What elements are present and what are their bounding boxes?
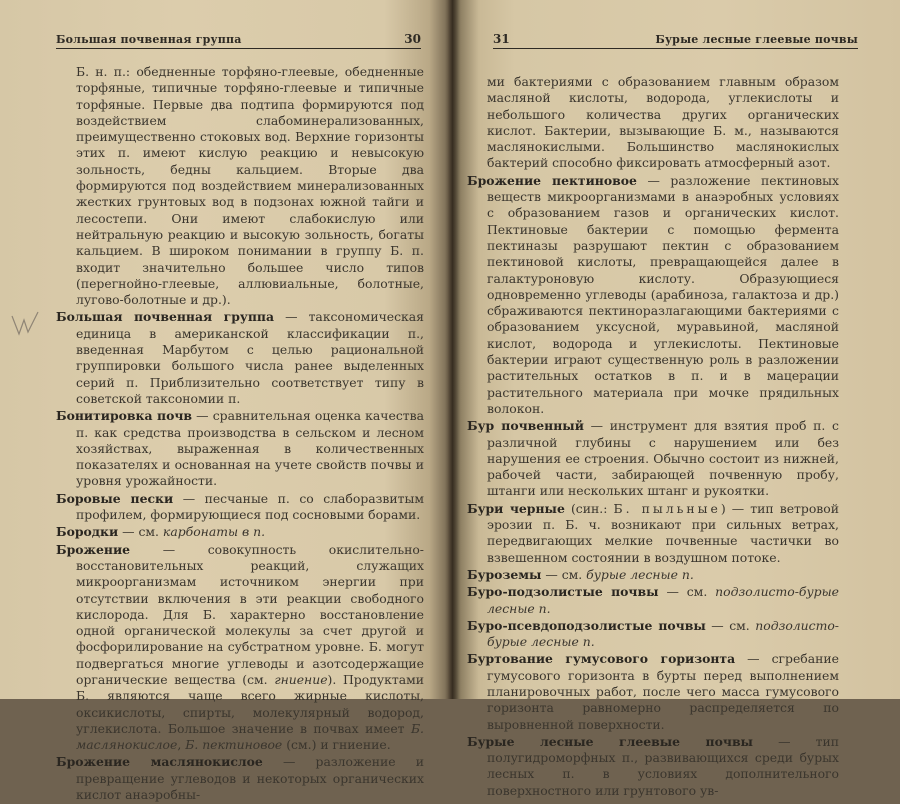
- entry-text: — см.: [658, 584, 716, 600]
- entry-term: Брожение пектиновое: [467, 172, 637, 188]
- entry-term: Брожение: [56, 541, 131, 557]
- cross-reference: бурые лесные п.: [586, 566, 694, 582]
- dictionary-entry: [467, 74, 839, 172]
- synonym-spaced: Б. пыльные: [613, 500, 721, 516]
- entry-text: — таксономическая единица в американской классификации п., введенная Марбутом с целью рациональной группировки большого числа ранее выделенных серий п. Приблизительно соответствует типу в советской таксономии п.: [76, 309, 424, 406]
- pencil-checkmark-annotation-icon: [10, 310, 46, 338]
- entry-term: Бур почвенный: [467, 418, 584, 434]
- running-head-title: Большая почвенная группа: [56, 33, 242, 46]
- page-number: 30: [404, 32, 421, 46]
- entry-text: (см.) и гниение.: [282, 737, 391, 753]
- dictionary-entry: [56, 309, 424, 407]
- dictionary-entry: [467, 651, 839, 732]
- dictionary-entry: [467, 584, 839, 617]
- entry-term: Боровые пески: [56, 490, 174, 506]
- entry-term: Буртование гумусового горизонта: [467, 651, 736, 667]
- page-number: 31: [493, 32, 510, 46]
- cross-reference: гниение: [274, 671, 328, 687]
- entry-text: ) — тип ветровой эрозии п. Б. ч. возникают при сильных ветрах, передвигающих мелкие почвенные частички во взвешенном состоянии в воздушном потоке.: [487, 500, 839, 565]
- left-running-head: [56, 31, 421, 49]
- entry-term: Бонитировка почв: [56, 408, 193, 424]
- cross-reference: Б. пектиновое: [185, 737, 283, 753]
- dictionary-entry: [56, 524, 424, 540]
- entry-text: — см.: [118, 524, 163, 540]
- entry-text: — сгребание гумусового горизонта в бурты перед выполнением планировочных работ, после чего масса гумусового горизонта равномерно распределяется по выровненной поверхности.: [487, 651, 839, 732]
- dictionary-entry: [56, 491, 424, 524]
- entry-term: Бурые лесные глеевые почвы: [467, 733, 753, 749]
- dictionary-entry: [56, 64, 424, 308]
- dictionary-entry: [56, 408, 424, 489]
- entry-text: ми бактериями с образованием главным образом масляной кислоты, водорода, углекислоты и небольшого количества других органических кислот. Бактерии, вызывающие Б. м., называются маслянокислыми. Большинство маслянокислых бактерий способно фиксировать атмосферный азот.: [487, 74, 839, 171]
- dictionary-entry: [56, 542, 424, 754]
- dictionary-entry: [467, 418, 839, 499]
- dictionary-entry: [467, 173, 839, 417]
- entry-term: Буроземы: [467, 566, 542, 582]
- entry-text: — песчаные п. со слаборазвитым профилем, формирующиеся под сосновыми борами.: [76, 490, 424, 523]
- entry-term: Бородки: [56, 524, 119, 540]
- entry-term: Большая почвенная группа: [56, 309, 274, 325]
- entry-text: — разложение и превращение углеводов и некоторых органических кислот анаэробны-: [76, 754, 424, 803]
- entry-text: Б. н. п.: обедненные торфяно-глеевые, обедненные торфяные, типичные торфяно-глеевые и типичные торфяные. Первые два подтипа формируются под воздействием слабоминерализованных, преимущественно стоковых вод. Верхние горизонты этих п. имеют кислую реакцию и невысокую зольность, бедны кальцием. Вторые два формируются под воздействием минерализованных жестких грунтовых вод в подзонах южной тайги и лесостепи. Они имеют слабокислую или нейтральную реакцию и высокую зольность, богаты кальцием. В широком понимании в группу Б. п. входит значительно большее число типов (перегнойно-глеевые, аллювиальные, болотные, лугово-болотные и др.).: [76, 64, 424, 308]
- entry-term: Буро-псевдоподзолистые почвы: [467, 617, 706, 633]
- entry-term: Бури черные: [467, 500, 565, 516]
- entry-text: — инструмент для взятия проб п. с различной глубины с нарушением или без нарушения ее строения. Обычно состоит из нижней, рабочей части, забирающей почвенную пробу, штанги или нескольких штанг и рукоятки.: [487, 418, 839, 499]
- running-head-title: Бурые лесные глеевые почвы: [655, 33, 858, 46]
- left-page-body: [56, 64, 424, 804]
- dictionary-entry: [467, 734, 839, 799]
- entry-text: (син.:: [564, 500, 614, 516]
- cross-reference: карбонаты в п.: [162, 524, 266, 540]
- right-page-body: [467, 74, 839, 800]
- book-gutter: [445, 0, 459, 699]
- entry-text: — тип полугидроморфных п., развивающихся среди бурых лесных п. в условиях дополнительного поверхностного или грунтового ув-: [487, 733, 839, 798]
- entry-text: — см.: [705, 617, 756, 633]
- right-page: [452, 0, 900, 798]
- right-running-head: [493, 31, 858, 49]
- cross-reference: подзолисто-бурые лесные п.: [487, 584, 839, 616]
- dictionary-entry: [467, 618, 839, 651]
- entry-term: Буро-подзолистые почвы: [467, 584, 659, 600]
- dictionary-entry: [56, 754, 424, 803]
- dictionary-entry: [467, 501, 839, 566]
- dictionary-entry: [467, 567, 839, 583]
- cross-reference: Б. маслянокислое: [76, 720, 424, 753]
- entry-text: — см.: [541, 566, 587, 582]
- entry-text: ). Продуктами Б. являются чаще всего жирные кислоты, оксикислоты, спирты, молекулярный водород, углекислота. Большое значение в почвах имеет: [76, 671, 424, 736]
- entry-text: — совокупность окислительно-восстановительных реакций, служащих микроорганизмам источником энергии при отсутствии включения в эти реакции свободного кислорода. Для Б. характерно восстановление одной органической молекулы за счет другой и фосфорилирование на субстратном уровне. Б. могут подвергаться многие углеводы и азотсодержащие органические вещества (см.: [76, 541, 424, 687]
- cross-reference: подзолисто-бурые лесные п.: [487, 617, 839, 650]
- entry-text: — разложение пектиновых веществ микроорганизмами в анаэробных условиях с образованием газов и органических кислот. Пектиновые бактерии с помощью фермента пектиназы разрушают пектин с образованием пектиновой кислоты, превращающейся далее в галактуроновую кислоту. Образующиеся одновременно углеводы (арабиноза, галактоза и др.) сбраживаются пектиноразлагающими бактериями с образованием уксусной, муравьиной, масляной кислот, водорода и углекислоты. Пектиновые бактерии играют существенную роль в разложении растительных остатков в п. и в мацерации растительного материала при мочке прядильных волокон.: [487, 172, 839, 416]
- entry-text: — сравнительная оценка качества п. как средства производства в сельском и лесном хозяйствах, выраженная в количественных показателях и основанная на учете свойств почвы и уровня урожайности.: [76, 408, 424, 489]
- entry-text: ,: [177, 737, 186, 753]
- entry-term: Брожение маслянокислое: [56, 754, 263, 770]
